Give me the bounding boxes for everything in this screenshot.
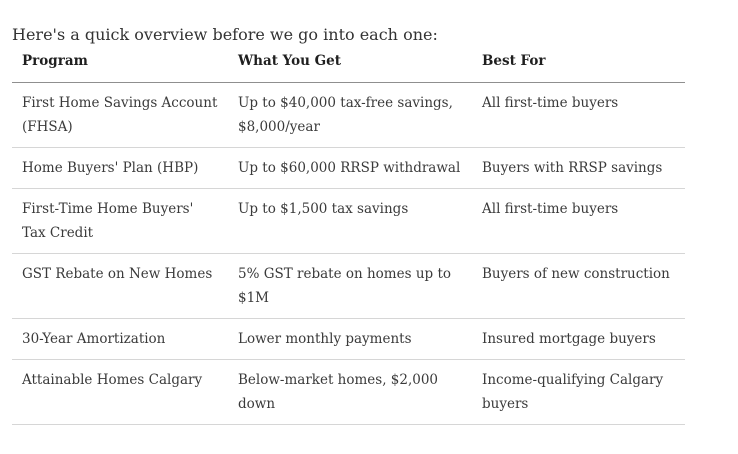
- benefit-cell: Up to $1,500 tax savings: [228, 189, 472, 254]
- header-best-for: Best For: [472, 42, 685, 83]
- best-for-cell: All first-time buyers: [472, 189, 685, 254]
- program-cell: Attainable Homes Calgary: [12, 360, 228, 425]
- program-cell: 30-Year Amortization: [12, 319, 228, 360]
- best-for-cell: Insured mortgage buyers: [472, 319, 685, 360]
- program-cell: GST Rebate on New Homes: [12, 254, 228, 319]
- table-row: [12, 83, 685, 148]
- intro-text: Here's a quick overview before we go into each one:: [12, 25, 438, 44]
- table-row: [12, 189, 685, 254]
- header-what-you-get: What You Get: [228, 42, 472, 83]
- benefit-cell: 5% GST rebate on homes up to $1M: [228, 254, 472, 319]
- benefit-cell: Up to $40,000 tax-free savings, $8,000/year: [228, 83, 472, 148]
- benefit-cell: Below-market homes, $2,000 down: [228, 360, 472, 425]
- programs-table: [12, 42, 685, 425]
- table-row: [12, 254, 685, 319]
- program-cell: First Home Savings Account (FHSA): [12, 83, 228, 148]
- benefit-cell: Up to $60,000 RRSP withdrawal: [228, 148, 472, 189]
- best-for-cell: All first-time buyers: [472, 83, 685, 148]
- best-for-cell: Buyers of new construction: [472, 254, 685, 319]
- header-program: Program: [12, 42, 228, 83]
- table-row: [12, 148, 685, 189]
- best-for-cell: Buyers with RRSP savings: [472, 148, 685, 189]
- table-row: [12, 319, 685, 360]
- best-for-cell: Income-qualifying Calgary buyers: [472, 360, 685, 425]
- program-cell: First-Time Home Buyers' Tax Credit: [12, 189, 228, 254]
- benefit-cell: Lower monthly payments: [228, 319, 472, 360]
- table-row: [12, 360, 685, 425]
- program-cell: Home Buyers' Plan (HBP): [12, 148, 228, 189]
- table-header-row: [12, 42, 685, 83]
